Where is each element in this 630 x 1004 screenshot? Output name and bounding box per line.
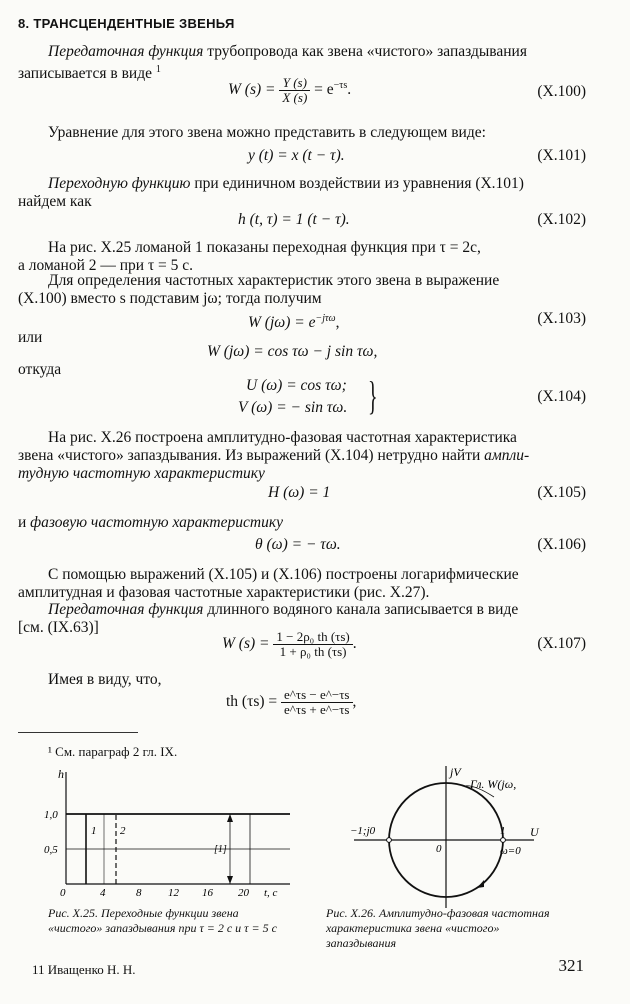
curve-label: Гл. W(jω,	[470, 777, 517, 791]
section-header: 8. ТРАНСЦЕНДЕНТНЫЕ ЗВЕНЬЯ	[18, 16, 235, 31]
brace: }	[368, 373, 378, 418]
paragraph-line: Имея в виду, что,	[48, 671, 162, 688]
curve-label: 2	[120, 825, 126, 837]
paragraph-line: записывается в виде $^1$	[18, 64, 161, 83]
equation-number: (X.106)	[537, 536, 586, 553]
equation-x100: W (s) = $\frac{Y (s)}{X (s)}$ = $e^{-\tau s}$.	[228, 75, 352, 106]
equation-th: th (τs) = $\frac{e\^{}\tau s - e\^{}-\tau s}{e\^{}\tau s + e\^{}-\tau s}$ ,	[226, 687, 357, 717]
x-tick: 20	[238, 887, 249, 899]
paragraph-line: звена «чистого» запаздывания. Из выражений (X.104) нетрудно найти ампли-	[18, 447, 530, 464]
equation-number: (X.104)	[537, 388, 586, 405]
arrow-up	[227, 814, 233, 822]
paragraph-line: и фазовую частотную характеристику	[18, 514, 283, 531]
origin-label: 0	[436, 843, 442, 855]
equation-x105: H (ω) = 1	[268, 484, 331, 501]
equation-number: (X.103)	[537, 310, 586, 327]
figure-x25	[40, 764, 300, 904]
y-tick: 0,5	[44, 844, 58, 856]
figure-caption: Рис. X.25. Переходные функции звена «чистого» запаздывания при τ = 2 с и τ = 5 с	[48, 906, 277, 935]
equation-x103: W $(j\omega) = e^{-j\tau\omega}$,	[248, 313, 340, 332]
x-label: t, c	[264, 887, 278, 899]
curve-label: 1	[91, 825, 97, 837]
equation-x106: θ (ω) = − τω.	[255, 536, 341, 553]
paragraph-line: откуда	[18, 361, 62, 378]
equation-x101: y (t) = x (t − τ).	[248, 147, 345, 164]
x-tick: 16	[202, 887, 213, 899]
x-tick: 12	[168, 887, 179, 899]
equation-cos: W (jω) = cos τω − j sin τω,	[207, 343, 378, 360]
equation-x104-v: V (ω) = − sin τω.	[238, 399, 348, 416]
paragraph-line: Передаточная функция длинного водяного канала записывается в виде	[48, 601, 519, 618]
one-label: 1	[500, 825, 506, 837]
paragraph-line: Переходную функцию при единичном воздействии из уравнения (X.101)	[48, 175, 524, 192]
signature-mark: 11 Иващенко Н. Н.	[32, 962, 136, 977]
point-one	[501, 838, 506, 843]
minus-one-label: −1;j0	[350, 825, 376, 837]
paragraph-line: (X.100) вместо s подставим jω; тогда получим	[18, 290, 322, 307]
paragraph-line: найдем как	[18, 193, 92, 210]
paragraph-line: Для определения частотных характеристик этого звена в выражение	[48, 272, 500, 289]
equation-number: (X.105)	[537, 484, 586, 501]
y-tick: 0	[60, 887, 66, 899]
paragraph-line: Уравнение для этого звена можно представить в следующем виде:	[48, 124, 486, 141]
equation-number: (X.100)	[537, 83, 586, 100]
x-tick: 4	[100, 887, 106, 899]
arrow-down	[227, 876, 233, 884]
equation-x104-u: U (ω) = cos τω;	[246, 377, 347, 394]
equation-number: (X.102)	[537, 211, 586, 228]
paragraph-line: а ломаной 2 — при τ = 5 с.	[18, 257, 194, 274]
curve-label: [1]	[214, 844, 227, 855]
jv-label: jV	[450, 765, 461, 779]
y-label: h	[58, 767, 64, 781]
equation-number: (X.101)	[537, 147, 586, 164]
equation-x107: W (s) = $\frac{\text{1 − 2ρ₀ th (τs)}}{\text{1 + ρ₀ th (τs)}}$ .	[222, 629, 357, 659]
figure-x26	[334, 762, 564, 912]
figure-caption: Рис. X.26. Амплитудно-фазовая частотная характеристика звена «чистого» запаздывания	[326, 906, 550, 950]
footnote: ¹ См. параграф 2 гл. IX.	[48, 744, 178, 759]
u-label: U	[530, 825, 539, 839]
paragraph-line: тудную частотную характеристику	[18, 465, 265, 482]
paragraph-line: [см. (IX.63)]	[18, 619, 99, 636]
page-number: 321	[558, 956, 584, 975]
x-tick: 8	[136, 887, 142, 899]
equation-x102: h (t, τ) = 1 (t − τ).	[238, 211, 350, 228]
paragraph-line: На рис. X.26 построена амплитудно-фазовая частотная характеристика	[48, 429, 517, 446]
point-minus-one	[387, 838, 392, 843]
omega-label: ω=0	[500, 845, 521, 857]
paragraph-line: На рис. X.25 ломаной 1 показаны переходная функция при τ = 2с,	[48, 239, 481, 256]
footnote-rule	[18, 732, 138, 733]
paragraph-line: Передаточная функция трубопровода как звена «чистого» запаздывания	[48, 43, 527, 60]
paragraph-line: или	[18, 329, 43, 346]
equation-number: (X.107)	[537, 635, 586, 652]
paragraph-line: амплитудная и фазовая частотные характеристики (рис. X.27).	[18, 584, 430, 601]
paragraph-line: С помощью выражений (X.105) и (X.106) построены логарифмические	[48, 566, 519, 583]
y-tick: 1,0	[44, 809, 58, 821]
